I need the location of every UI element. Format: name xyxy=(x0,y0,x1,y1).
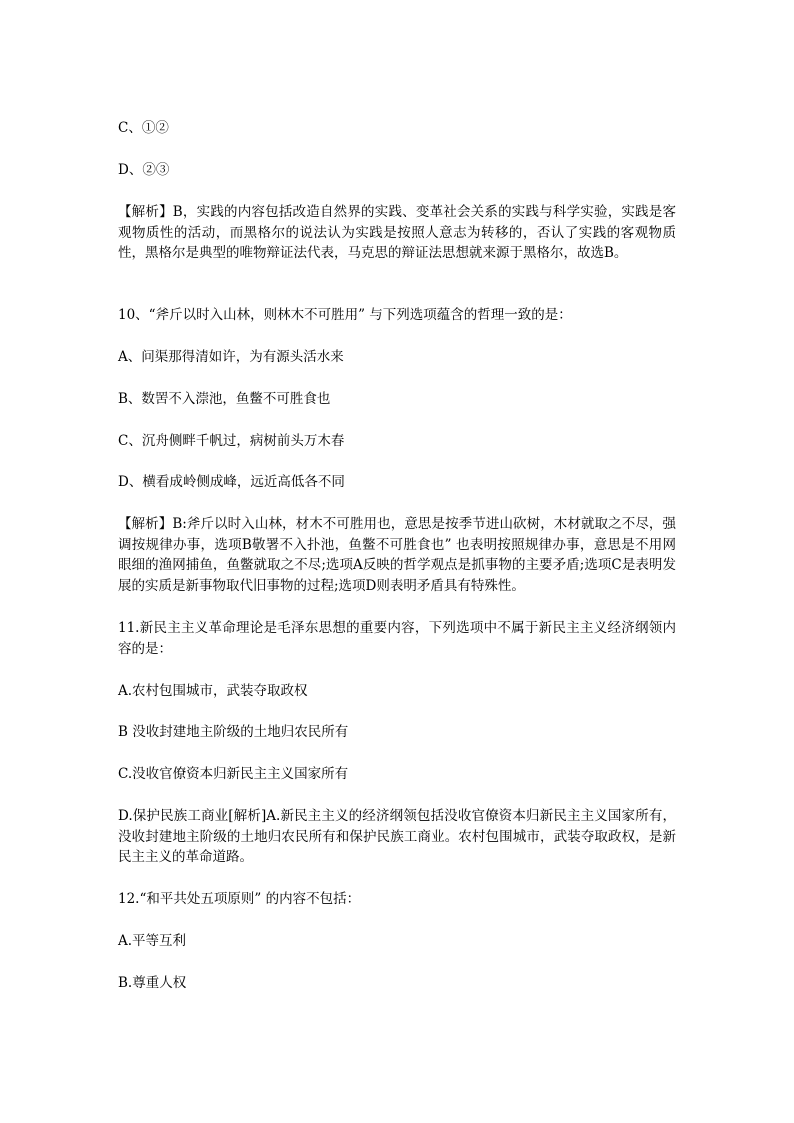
q10-option-b: B、数罟不入漴池，鱼鳖不可胜食也 xyxy=(118,391,331,407)
q12-option-a: A.平等互利 xyxy=(118,933,187,949)
q11-option-a: A.农村包围城市，武装夺取政权 xyxy=(118,683,308,699)
q11-option-d-analysis: D.保护民族工商业[解析]A.新民主主义的经济纲领包括没收官僚资本归新民主主义国家所有，没收封建地主阶级的土地归农民所有和保护民族工商业。农村包围城市，武装夺取政权，是新民主主义的革命道路。 xyxy=(118,808,676,865)
q10-analysis: 【解析】B:斧斤以时入山林，材木不可胜用也，意思是按季节进山砍树，木材就取之不尽，强调按规律办事，选项B敬署不入扑池，鱼鳖不可胜食也” 也表明按照规律办事，意思是不用网眼细的渔网捕鱼，鱼鳖就取之不尽;选项A反映的哲学观点是抓事物的主要矛盾;选项C是表明发展的实质是新事物取代旧事物的过程;选项D则表明矛盾具有特殊性。 xyxy=(118,516,676,594)
q11-question: 11.新民主主义革命理论是毛泽东思想的重要内容，下列选项中不属于新民主主义经济纲领内容的是： xyxy=(118,620,676,657)
q9-option-c: C、①② xyxy=(118,120,169,136)
q9-option-d: D、②③ xyxy=(118,162,170,178)
q10-question: 10、“斧斤以时入山林，则林木不可胜用” 与下列选项蕴含的哲理一致的是： xyxy=(118,307,572,323)
q11-option-b: B 没收封建地主阶级的土地归农民所有 xyxy=(118,724,349,740)
q12-option-b: B.尊重人权 xyxy=(118,975,187,991)
q12-question: 12.“和平共处五项原则” 的内容不包括： xyxy=(118,891,361,907)
q10-option-d: D、横看成岭侧成峰，远近高低各不同 xyxy=(118,474,345,490)
q10-option-a: A、问渠那得清如许，为有源头活水来 xyxy=(118,349,344,365)
q10-option-c: C、沉舟侧畔千帆过，病树前头万木春 xyxy=(118,433,345,449)
q9-analysis: 【解析】B，实践的内容包括改造自然界的实践、变革社会关系的实践与科学实验，实践是客观物质性的活动，而黑格尔的说法认为实践是按照人意志为转移的，否认了实践的客观物质性，黑格尔是典型的唯物辩证法代表，马克思的辩证法思想就来源于黑格尔，故选B。 xyxy=(118,204,676,261)
q11-option-c: C.没收官僚资本归新民主主义国家所有 xyxy=(118,766,349,782)
